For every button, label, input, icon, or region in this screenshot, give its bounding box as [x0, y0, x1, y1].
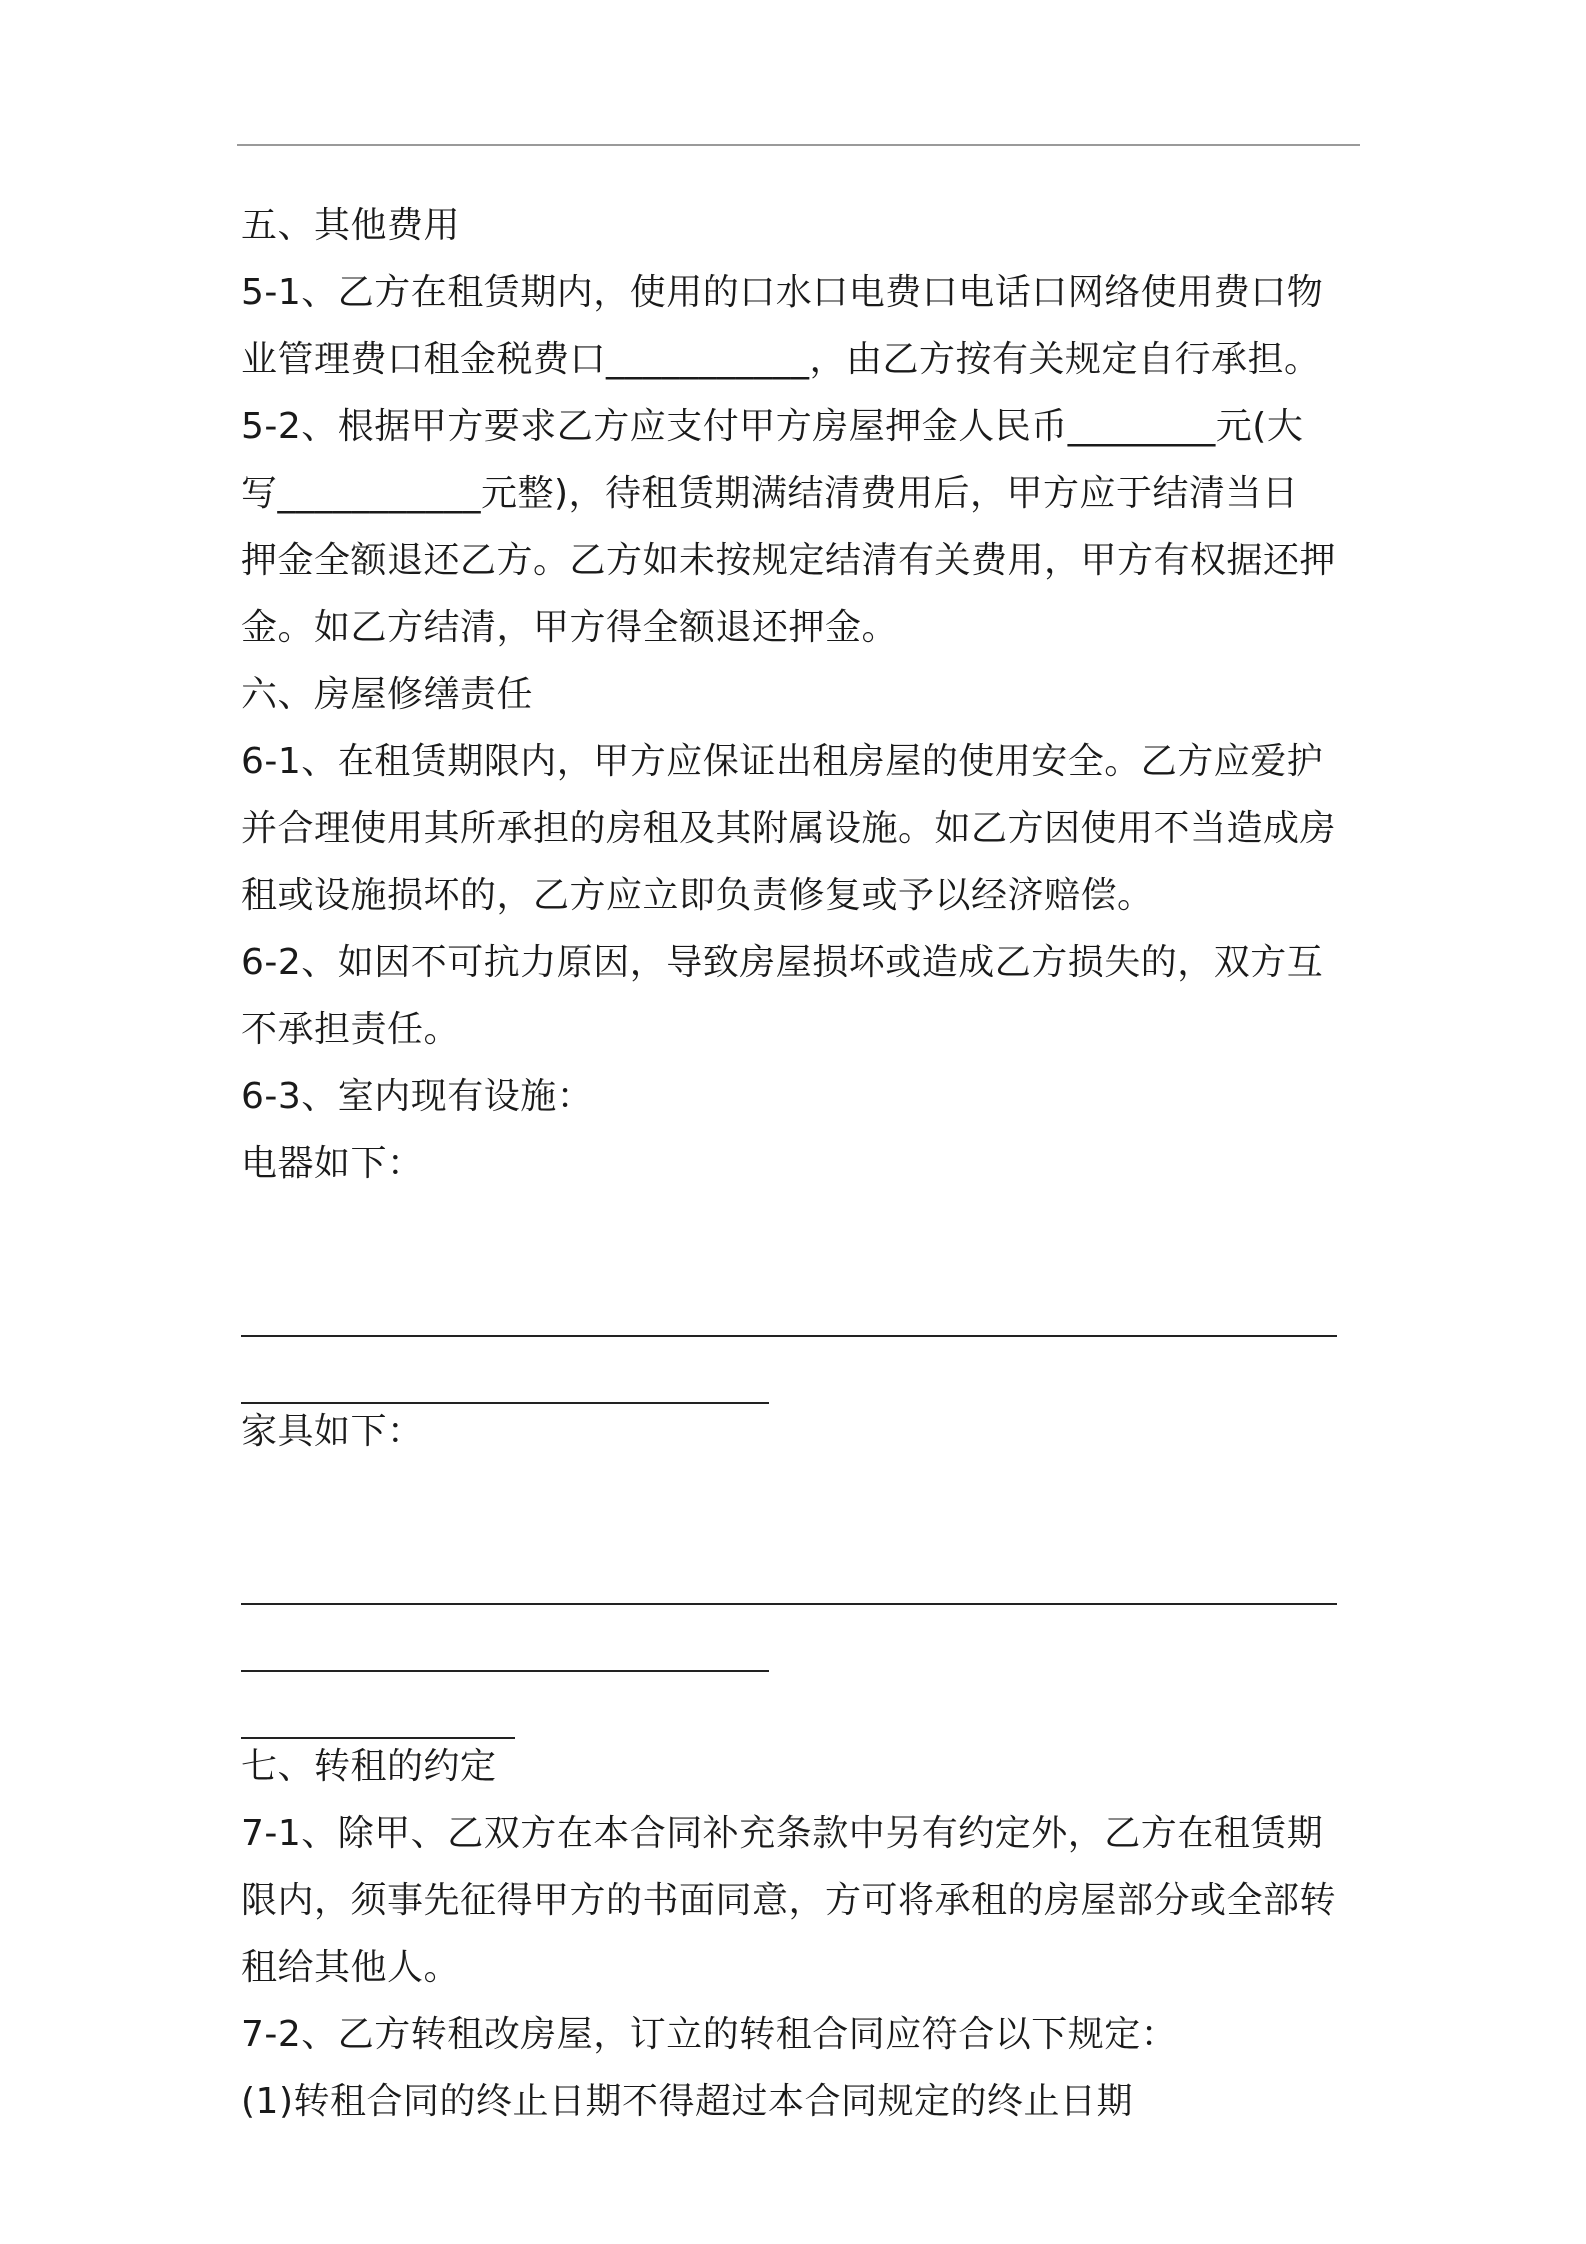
clause-5-2-line-1: 5-2、根据甲方要求乙方应支付甲方房屋押金人民币________元(大 — [241, 406, 1304, 447]
clause-6-1-line-2: 并合理使用其所承担的房租及其附属设施。如乙方因使用不当造成房 — [241, 808, 1337, 849]
spacer — [241, 1465, 1360, 1532]
spacer — [241, 1197, 1360, 1264]
clause-7-1-line-3: 租给其他人。 — [241, 1947, 461, 1988]
appliances-label: 电器如下： — [241, 1143, 424, 1184]
furniture-fill-line-3 — [241, 1666, 1360, 1733]
clause-5-2-line-3: 押金全额退还乙方。乙方如未按规定结清有关费用，甲方有权据还押 — [241, 540, 1337, 581]
clause-5-1-line-1: 5-1、乙方在租赁期内，使用的口水口电费口电话口网络使用费口物 — [241, 272, 1324, 313]
clause-6-3: 6-3、室内现有设施： — [241, 1076, 594, 1117]
clause-7-1-line-2: 限内，须事先征得甲方的书面同意，方可将承租的房屋部分或全部转 — [241, 1880, 1337, 1921]
clause-6-2-line-1: 6-2、如因不可抗力原因，导致房屋损坏或造成乙方损失的，双方互 — [241, 942, 1324, 983]
furniture-fill-line-2 — [241, 1599, 1360, 1666]
clause-7-1-line-1: 7-1、除甲、乙双方在本合同补充条款中另有约定外，乙方在租赁期 — [241, 1813, 1324, 1854]
clause-6-1-line-1: 6-1、在租赁期限内，甲方应保证出租房屋的使用安全。乙方应爱护 — [241, 741, 1324, 782]
section-heading-6: 六、房屋修缮责任 — [241, 674, 534, 715]
appliances-fill-line-2 — [241, 1331, 1360, 1398]
fill-rule — [241, 1737, 515, 1739]
section-heading-5: 五、其他费用 — [241, 205, 461, 246]
clause-6-2-line-2: 不承担责任。 — [241, 1009, 461, 1050]
fill-rule — [241, 1402, 769, 1404]
furniture-fill-line-1 — [241, 1532, 1360, 1599]
item-1: (1)转租合同的终止日期不得超过本合同规定的终止日期 — [241, 2081, 1133, 2122]
appliances-fill-line-1 — [241, 1264, 1360, 1331]
furniture-label: 家具如下： — [241, 1411, 424, 1452]
header-rule — [237, 144, 1360, 146]
clause-7-2: 7-2、乙方转租改房屋，订立的转租合同应符合以下规定： — [241, 2014, 1178, 2055]
clause-5-1-line-2: 业管理费口租金税费口___________，由乙方按有关规定自行承担。 — [241, 339, 1321, 380]
clause-5-2-line-4: 金。如乙方结清，甲方得全额退还押金。 — [241, 607, 899, 648]
document-body — [241, 192, 1360, 2135]
section-heading-7: 七、转租的约定 — [241, 1746, 497, 1787]
clause-5-2-line-2: 写___________元整)，待租赁期满结清费用后，甲方应于结清当日 — [241, 473, 1299, 514]
clause-6-1-line-3: 租或设施损坏的，乙方应立即负责修复或予以经济赔偿。 — [241, 875, 1154, 916]
